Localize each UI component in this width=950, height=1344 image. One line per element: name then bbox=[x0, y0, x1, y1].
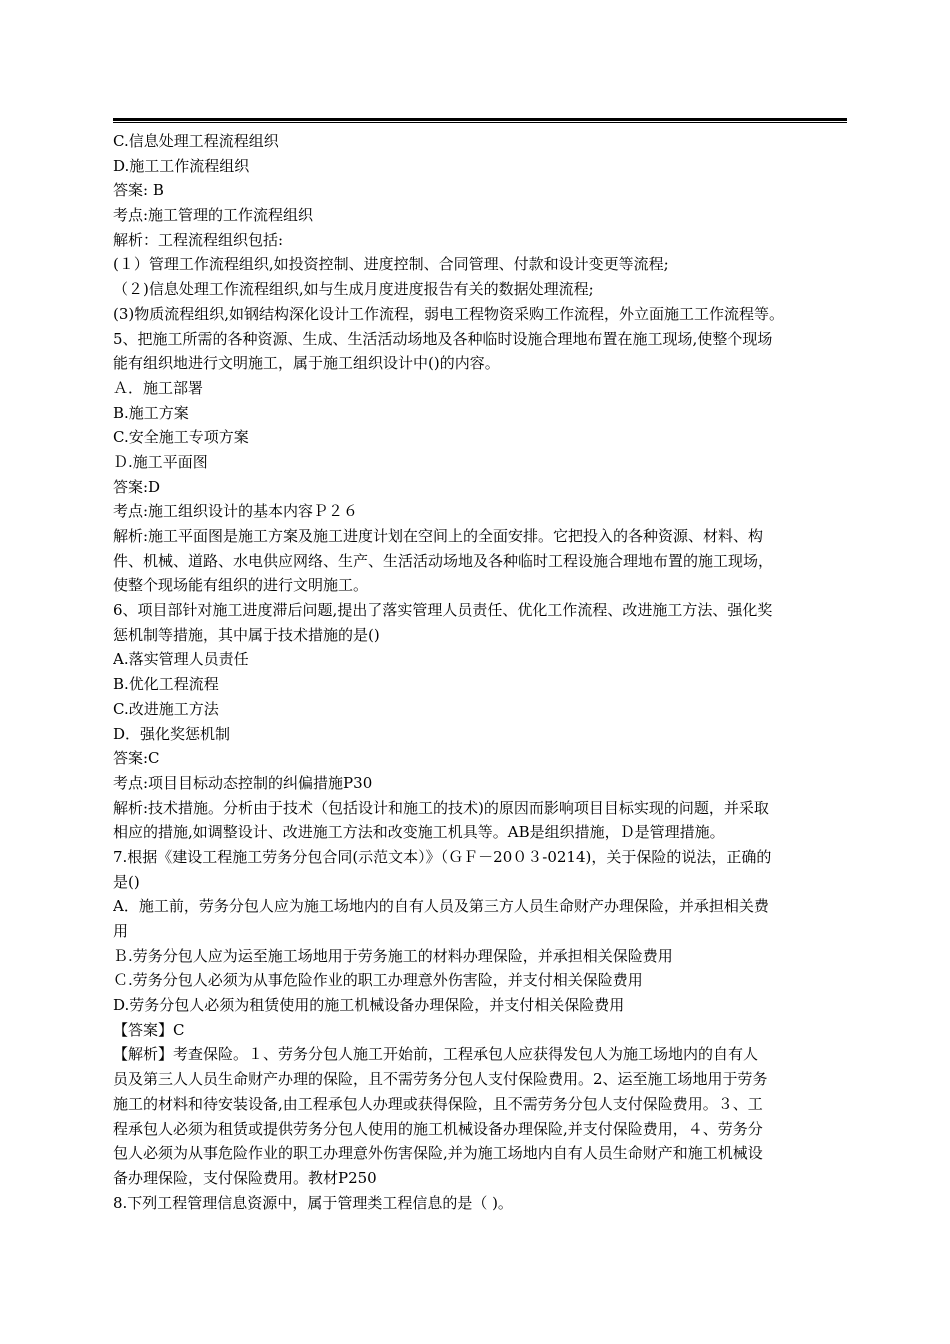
text-line: 惩机制等措施，其中属于技术措施的是() bbox=[113, 625, 380, 644]
text-line: 考点:施工管理的工作流程组织 bbox=[113, 206, 314, 225]
text-line: 5、把施工所需的各种资源、生成、生活活动场地及各种临时设施合理地布置在施工现场,使整个现场 bbox=[113, 329, 773, 348]
text-line: 解析:技术措施。分析由于技术（包括设计和施工的技术)的原因而影响项目目标实现的问题，并采取 bbox=[113, 798, 769, 817]
text-line: 备办理保险，支付保险费用。教材P250 bbox=[113, 1168, 377, 1187]
text-line: A.落实管理人员责任 bbox=[113, 650, 249, 669]
text-line: C.信息处理工程流程组织 bbox=[113, 132, 279, 150]
text-line: 考点:项目目标动态控制的纠偏措施P30 bbox=[113, 773, 373, 792]
text-line: A．施工前，劳务分包人应为施工场地内的自有人员及第三方人员生命财产办理保险，并承担相关费 bbox=[113, 897, 769, 916]
text-line: 施工的材料和待安装设备,由工程承包人办理或获得保险，且不需劳务分包人支付保险费用。３、工 bbox=[113, 1094, 763, 1113]
text-line: 8.下列工程管理信息资源中，属于管理类工程信息的是（ )。 bbox=[113, 1193, 513, 1212]
text-line: Ｂ.劳务分包人应为运至施工场地用于劳务施工的材料办理保险，并承担相关保险费用 bbox=[113, 946, 673, 965]
text-line: （２)信息处理工作流程组织,如与生成月度进度报告有关的数据处理流程; bbox=[113, 280, 594, 299]
text-line: 考点:施工组织设计的基本内容Ｐ２６ bbox=[113, 502, 359, 521]
text-line: 答案:C bbox=[113, 749, 160, 768]
text-line: 包人必须为从事危险作业的职工办理意外伤害保险,并为施工场地内自有人员生命财产和施工机械设 bbox=[113, 1144, 763, 1163]
text-line: 相应的措施,如调整设计、改进施工方法和改变施工机具等。AB是组织措施，Ｄ是管理措施。 bbox=[113, 823, 725, 842]
text-line: 答案: B bbox=[113, 181, 164, 200]
text-line: C.安全施工专项方案 bbox=[113, 428, 249, 447]
text-line: Ｃ.劳务分包人必须为从事危险作业的职工办理意外伤害险，并支付相关保险费用 bbox=[113, 971, 643, 990]
text-line: 解析：工程流程组织包括: bbox=[113, 230, 284, 249]
text-line: 6、项目部针对施工进度滞后问题,提出了落实管理人员责任、优化工作流程、改进施工方法、强化奖 bbox=[113, 601, 773, 620]
header-rule bbox=[113, 118, 847, 123]
text-line: 能有组织地进行文明施工，属于施工组织设计中()的内容。 bbox=[113, 354, 500, 373]
text-line: 答案:D bbox=[113, 477, 161, 496]
text-line: 解析:施工平面图是施工方案及施工进度计划在空间上的全面安排。它把投入的各种资源、材料、构 bbox=[113, 527, 764, 545]
text-line: (3)物质流程组织,如钢结构深化设计工作流程，弱电工程物资采购工作流程，外立面施工工作流程等。 bbox=[113, 304, 785, 323]
document-body bbox=[113, 129, 851, 1215]
text-line: 【答案】C bbox=[113, 1020, 185, 1039]
text-line: B.优化工程流程 bbox=[113, 675, 219, 694]
text-line: 件、机械、道路、水电供应网络、生产、生活活动场地及各种临时工程设施合理地布置的施工现场， bbox=[113, 551, 774, 570]
text-line: B.施工方案 bbox=[113, 403, 189, 422]
text-line: 员及第三人人员生命财产办理的保险，且不需劳务分包人支付保险费用。2、运至施工场地用于劳务 bbox=[113, 1070, 768, 1089]
text-line: (１）管理工作流程组织,如投资控制、进度控制、合同管理、付款和设计变更等流程; bbox=[113, 255, 669, 274]
text-line: 7.根据《建设工程施工劳务分包合同(示范文本）》（ＧＦ－20０３-0214)，关于保险的说法，正确的 bbox=[113, 847, 772, 866]
text-line: 程承包人必须为租赁或提供劳务分包人使用的施工机械设备办理保险,并支付保险费用，４、劳务分 bbox=[113, 1119, 763, 1138]
text-line: 是() bbox=[113, 872, 140, 891]
text-line: D.施工工作流程组织 bbox=[113, 156, 250, 175]
text-line: Ｄ.施工平面图 bbox=[113, 452, 208, 471]
text-line: D．强化奖惩机制 bbox=[113, 724, 231, 743]
text-line: 使整个现场能有组织的进行文明施工。 bbox=[113, 576, 369, 595]
text-line: D.劳务分包人必须为租赁使用的施工机械设备办理保险，并支付相关保险费用 bbox=[113, 996, 625, 1015]
text-line: 【解析】考查保险。１、劳务分包人施工开始前，工程承包人应获得发包人为施工场地内的自有人 bbox=[113, 1045, 759, 1064]
text-line: Ａ．施工部署 bbox=[113, 378, 204, 397]
text-line: 用 bbox=[113, 922, 129, 940]
text-line: C.改进施工方法 bbox=[113, 699, 219, 718]
